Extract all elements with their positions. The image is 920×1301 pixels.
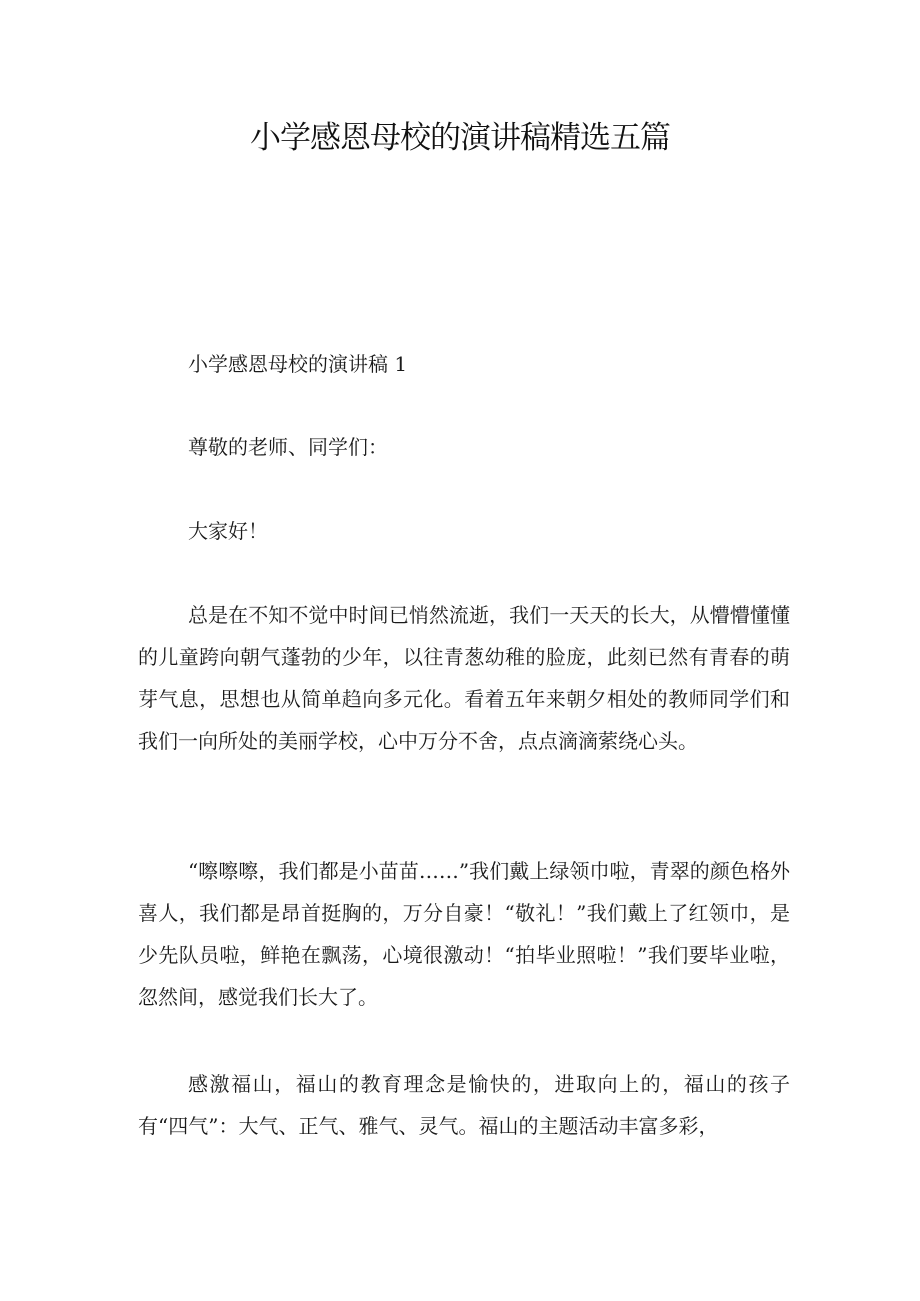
paragraph: 感激福山，福山的教育理念是愉快的，进取向上的，福山的孩子有“四气”：大气、正气、雅气、灵气。福山的主题活动丰富多彩，: [138, 1072, 790, 1138]
paragraph: “嚓嚓嚓，我们都是小苗苗……”我们戴上绿领巾啦，青翠的颜色格外喜人，我们都是昂首挺胸的，万分自豪！“敬礼！”我们戴上了红领巾，是少先队员啦，鲜艳在飘荡，心境很激动！“拍毕业照啦！”我们要毕业啦，忽然间，感觉我们长大了。: [138, 859, 790, 1009]
document-title: 小学感恩母校的演讲稿精选五篇: [250, 120, 670, 156]
greeting: 大家好！: [188, 519, 268, 543]
section-heading: 小学感恩母校的演讲稿 1: [188, 352, 408, 376]
salutation: 尊敬的老师、同学们：: [188, 435, 388, 459]
paragraph: 总是在不知不觉中时间已悄然流逝，我们一天天的长大，从懵懵懂懂的儿童跨向朝气蓬勃的少年，以往青葱幼稚的脸庞，此刻已然有青春的萌芽气息，思想也从简单趋向多元化。看着五年来朝夕相处的教师同学们和我们一向所处的美丽学校，心中万分不舍，点点滴滴萦绕心头。: [138, 603, 790, 753]
